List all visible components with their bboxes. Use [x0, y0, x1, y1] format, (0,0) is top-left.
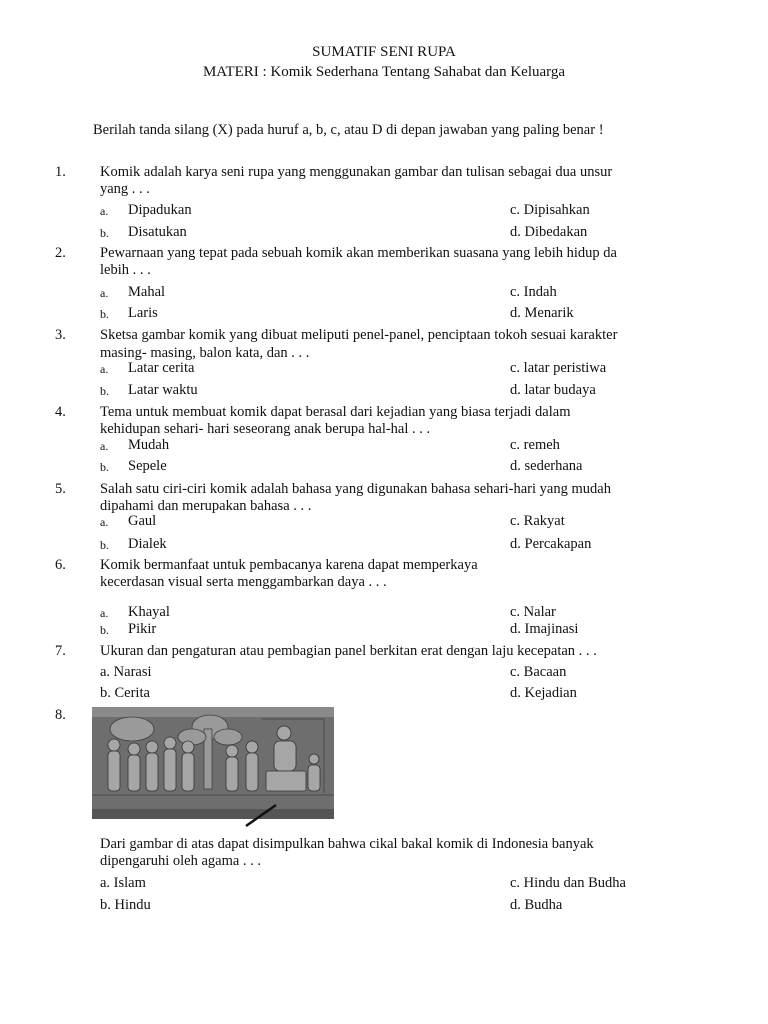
question-number: 5.	[55, 481, 66, 497]
option-d: d. sederhana	[510, 458, 583, 474]
question-text: kehidupan sehari- hari seseorang anak berupa hal-hal . . .	[100, 421, 431, 437]
question-text: Komik adalah karya seni rupa yang menggunakan gambar dan tulisan sebagai dua unsur	[100, 164, 613, 180]
question-number: 4.	[55, 404, 66, 420]
option-b: b. Hindu	[100, 897, 151, 913]
option-a: Latar cerita	[128, 360, 195, 376]
option-c: c. Dipisahkan	[510, 202, 590, 218]
option-a: Khayal	[128, 604, 170, 620]
option-b: Dialek	[128, 536, 167, 552]
option-c: c. Bacaan	[510, 664, 567, 680]
option-d: d. Kejadian	[510, 685, 577, 701]
option-letter: b.	[100, 307, 109, 321]
option-a: Mahal	[128, 284, 166, 300]
option-d: d. Percakapan	[510, 536, 592, 552]
option-letter: a.	[100, 439, 109, 453]
instruction-text: Berilah tanda silang (X) pada huruf a, b, c, atau D di depan jawaban yang paling benar !	[93, 122, 604, 138]
option-c: c. remeh	[510, 437, 560, 453]
option-letter: a.	[100, 286, 109, 300]
question-number: 8.	[55, 707, 66, 723]
question-text: Tema untuk membuat komik dapat berasal dari kejadian yang biasa terjadi dalam	[100, 404, 571, 420]
option-a: a. Narasi	[100, 664, 152, 680]
option-d: d. Imajinasi	[510, 621, 579, 637]
option-b: Sepele	[128, 458, 167, 474]
option-b: Laris	[128, 305, 158, 321]
question-text: kecerdasan visual serta menggambarkan daya . . .	[100, 574, 387, 590]
document-subtitle: MATERI : Komik Sederhana Tentang Sahabat dan Keluarga	[202, 64, 566, 80]
question-text: lebih . . .	[100, 262, 151, 278]
question-text: Pewarnaan yang tepat pada sebuah komik akan memberikan suasana yang lebih hidup da	[100, 245, 617, 261]
question-text: Salah satu ciri-ciri komik adalah bahasa yang digunakan bahasa sehari-hari yang mudah	[100, 481, 611, 497]
option-b: Disatukan	[128, 224, 187, 240]
question-text: yang . . .	[100, 181, 150, 197]
option-letter: b.	[100, 538, 109, 552]
question-number: 1.	[55, 164, 66, 180]
option-c: c. latar peristiwa	[510, 360, 607, 376]
option-letter: a.	[100, 515, 109, 529]
option-d: d. Dibedakan	[510, 224, 588, 240]
option-c: c. Indah	[510, 284, 557, 300]
option-letter: a.	[100, 362, 109, 376]
option-letter: a.	[100, 606, 109, 620]
option-letter: a.	[100, 204, 109, 218]
option-a: Gaul	[128, 513, 157, 529]
option-letter: b.	[100, 623, 109, 637]
question-text: dipahami dan merupakan bahasa . . .	[100, 498, 312, 514]
option-a: Dipadukan	[128, 202, 192, 218]
question-number: 6.	[55, 557, 66, 573]
question-text: Ukuran dan pengaturan atau pembagian panel berkitan erat dengan laju kecepatan . . .	[100, 643, 597, 659]
option-d: d. Budha	[510, 897, 563, 913]
option-b: Latar waktu	[128, 382, 198, 398]
question-text: masing- masing, balon kata, dan . . .	[100, 345, 310, 361]
question-text: Dari gambar di atas dapat disimpulkan bahwa cikal bakal komik di Indonesia banyak	[100, 836, 594, 852]
option-letter: b.	[100, 226, 109, 240]
option-d: d. latar budaya	[510, 382, 596, 398]
option-d: d. Menarik	[510, 305, 574, 321]
question-number: 2.	[55, 245, 66, 261]
question-text: Sketsa gambar komik yang dibuat meliputi penel-panel, penciptaan tokoh sesuai karakter	[100, 327, 618, 343]
option-a: a. Islam	[100, 875, 146, 891]
option-c: c. Nalar	[510, 604, 556, 620]
question-text: dipengaruhi oleh agama . . .	[100, 853, 262, 869]
option-letter: b.	[100, 384, 109, 398]
option-b: Pikir	[128, 621, 157, 637]
option-letter: b.	[100, 460, 109, 474]
option-b: b. Cerita	[100, 685, 150, 701]
question-number: 3.	[55, 327, 66, 343]
option-a: Mudah	[128, 437, 170, 453]
option-c: c. Rakyat	[510, 513, 565, 529]
document-title: SUMATIF SENI RUPA	[312, 44, 456, 60]
question-number: 7.	[55, 643, 66, 659]
option-c: c. Hindu dan Budha	[510, 875, 626, 891]
question-text: Komik bermanfaat untuk pembacanya karena dapat memperkaya	[100, 557, 478, 573]
